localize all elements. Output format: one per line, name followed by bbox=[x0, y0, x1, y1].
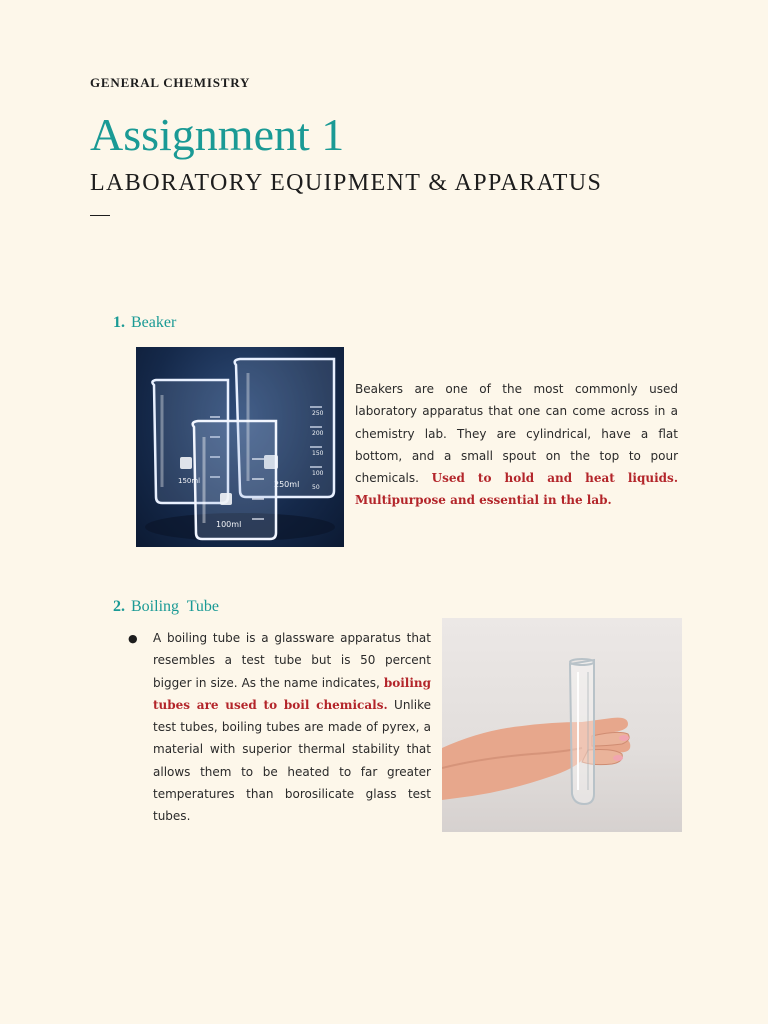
title-divider bbox=[90, 215, 110, 216]
beaker-label: 200 bbox=[312, 430, 324, 437]
beakers-photo bbox=[136, 347, 344, 547]
course-label: GENERAL CHEMISTRY bbox=[90, 75, 251, 90]
section-heading-boiling-tube bbox=[113, 598, 219, 616]
section-heading-beaker bbox=[113, 314, 176, 332]
beaker-description bbox=[355, 378, 678, 512]
beaker-text: Beakers are one of the most commonly used laboratory apparatus that one can come across in a chemistry lab. They are cylindrical, have a flat bottom, and a small spout on the top to pour chemicals. bbox=[355, 382, 678, 486]
boiling-tube-text: A boiling tube is a glassware apparatus that resembles a test tube but is 50 percent bigger in size. As the name indicates, bbox=[153, 631, 431, 690]
beaker-label: 250 bbox=[312, 410, 324, 417]
beaker-emphasis: Used to hold and heat liquids. Multipurpose and essential in the lab. bbox=[355, 471, 678, 508]
section-number: 1. bbox=[113, 314, 125, 331]
boiling-tube-emphasis: boiling tubes are used to boil chemicals. bbox=[153, 675, 431, 712]
section-title: Boiling Tube bbox=[131, 598, 220, 615]
section-number: 2. bbox=[113, 598, 125, 615]
section-title: Beaker bbox=[131, 314, 177, 331]
beaker-label: 150ml bbox=[178, 477, 201, 485]
page-subtitle: LABORATORY EQUIPMENT & APPARATUS bbox=[90, 170, 603, 196]
beaker-label: 100ml bbox=[216, 520, 242, 529]
beakers-icon bbox=[136, 347, 344, 547]
beaker-label: 150 bbox=[312, 450, 324, 457]
beaker-label: 50 bbox=[312, 484, 320, 491]
page-title: Assignment 1 bbox=[90, 109, 345, 160]
beaker-label: 250ml bbox=[274, 480, 300, 489]
boiling-tube-photo bbox=[442, 618, 682, 832]
boiling-tube-description bbox=[153, 627, 431, 828]
beaker-label: 100 bbox=[312, 470, 324, 477]
bullet-icon: ● bbox=[128, 632, 138, 645]
boiling-tube-text-after: Unlike test tubes, boiling tubes are made of pyrex, a material with superior thermal stability that allows them to be heated to far greater temperatures than borosilicate glass test tubes. bbox=[153, 697, 431, 824]
boiling-tube-icon bbox=[442, 618, 682, 832]
